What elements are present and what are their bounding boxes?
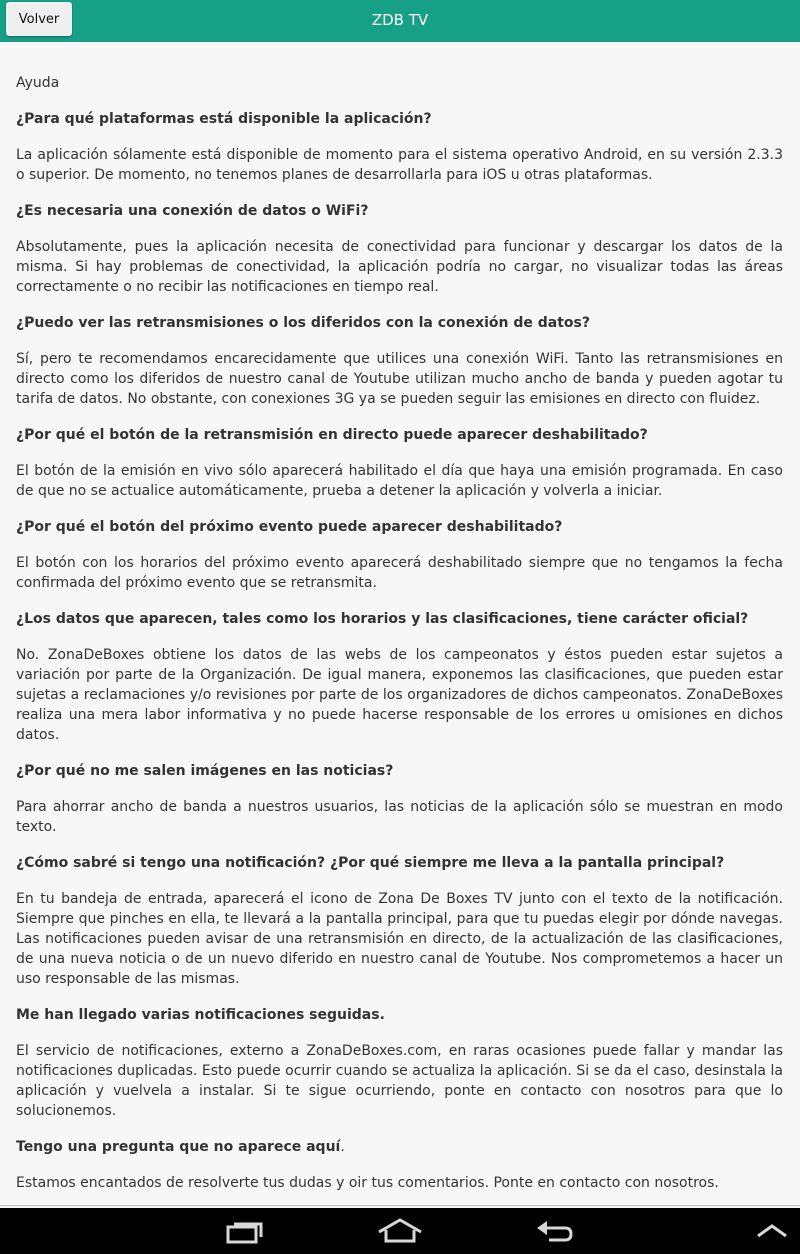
answer-live-button: El botón de la emisión en vivo sólo aparecerá habilitado el día que haya una emisión programada. En caso de que no se actualice automáticamente, prueba a detener la aplicación y volverla a iniciar. xyxy=(16,463,783,499)
system-back-button[interactable] xyxy=(525,1208,585,1254)
question-connection: ¿Es necesaria una conexión de datos o WiFi? xyxy=(16,203,369,219)
question-notifications: ¿Cómo sabré si tengo una notificación? ¿Por qué siempre me lleva a la pantalla principal? xyxy=(16,855,725,871)
answer-official-data: No. ZonaDeBoxes obtiene los datos de las webs de los campeonatos y éstos pueden estar sujetos a variación por parte de la Organización. De igual manera, exponemos las clasificaciones, que pueden estar sujetas a reclamaciones y/o revisiones por parte de los organizadores de dichos campeonatos. ZonaDeBoxes realiza una mera labor informativa y no puede hacerse responsable de los errores u omisiones en dichos datos. xyxy=(16,647,783,743)
answer-connection: Absolutamente, pues la aplicación necesita de conectividad para funcionar y descargar los datos de la misma. Si hay problemas de conectividad, la aplicación podría no cargar, no visualizar todas las áreas correctamente o no recibir las notificaciones en tiempo real. xyxy=(16,239,783,295)
answer-notifications: En tu bandeja de entrada, aparecerá el icono de Zona De Boxes TV junto con el texto de la notificación. Siempre que pinches en ella, te llevará a la pantalla principal, para que tu puedas elegir por dónde navegas. Las notificaciones pueden avisar de una retransmisión en directo, de la actualización de las clasificaciones, de una nueva noticia o de un nuevo diferido en nuestro canal de Youtube. Nos comprometemos a hacer un uso responsable de las mismas. xyxy=(16,891,783,987)
question-duplicate-notifications: Me han llegado varias notificaciones seguidas. xyxy=(16,1007,385,1023)
back-button[interactable]: Volver xyxy=(6,2,72,36)
question-not-listed xyxy=(16,1137,783,1157)
recent-apps-icon xyxy=(225,1218,265,1244)
question-official-data: ¿Los datos que aparecen, tales como los horarios y las clasificaciones, tiene carácter oficial? xyxy=(16,611,749,627)
home-icon xyxy=(377,1218,423,1244)
recent-apps-button[interactable] xyxy=(215,1208,275,1254)
question-streams-data: ¿Puedo ver las retransmisiones o los diferidos con la conexión de datos? xyxy=(16,315,590,331)
menu-up-icon xyxy=(755,1221,789,1241)
help-title: Ayuda xyxy=(16,75,60,91)
answer-platforms: La aplicación sólamente está disponible de momento para el sistema operativo Android, en su versión 2.3.3 o superior. De momento, no tenemos planes de desarrollarla para iOS u otras plataformas. xyxy=(16,147,783,183)
system-navigation-bar xyxy=(0,1208,800,1254)
answer-streams-data: Sí, pero te recomendamos encarecidamente que utilices una conexión WiFi. Tanto las retransmisiones en directo como los diferidos de nuestro canal de Youtube utilizan mucho ancho de banda y pueden agotar tu tarifa de datos. No obstante, con conexiones 3G ya se pueden seguir las emisiones en directo con fluidez. xyxy=(16,351,783,407)
home-button[interactable] xyxy=(370,1208,430,1254)
question-platforms: ¿Para qué plataformas está disponible la aplicación? xyxy=(16,111,432,127)
answer-contact: Estamos encantados de resolverte tus dudas y oir tus comentarios. Ponte en contacto con nosotros. xyxy=(16,1175,719,1191)
answer-next-event-button: El botón con los horarios del próximo evento aparecerá deshabilitado siempre que no tengamos la fecha confirmada del próximo evento que se retransmita. xyxy=(16,555,783,591)
help-content xyxy=(16,70,783,1202)
question-live-button: ¿Por qué el botón de la retransmisión en directo puede aparecer deshabilitado? xyxy=(16,427,648,443)
answer-duplicate-notifications: El servicio de notificaciones, externo a ZonaDeBoxes.com, en raras ocasiones puede fallar y mandar las notificaciones duplicadas. Esto puede ocurrir cuando se actualiza la aplicación. Si se da el caso, desinstala la aplicación y vuelvela a instalar. Si te sigue ocurriendo, ponte en contacto con nosotros para que lo solucionemos. xyxy=(16,1043,783,1119)
question-news-images: ¿Por qué no me salen imágenes en las noticias? xyxy=(16,763,394,779)
question-not-listed-text: Tengo una pregunta que no aparece aquí xyxy=(16,1139,341,1155)
question-next-event-button: ¿Por qué el botón del próximo evento puede aparecer deshabilitado? xyxy=(16,519,563,535)
back-icon xyxy=(535,1218,575,1244)
menu-up-button[interactable] xyxy=(742,1208,800,1254)
app-title: ZDB TV xyxy=(371,11,429,29)
question-not-listed-suffix: . xyxy=(340,1139,345,1155)
answer-news-images: Para ahorrar ancho de banda a nuestros usuarios, las noticias de la aplicación sólo se muestran en modo texto. xyxy=(16,799,783,835)
content-divider xyxy=(0,1205,800,1206)
action-bar xyxy=(0,0,800,42)
